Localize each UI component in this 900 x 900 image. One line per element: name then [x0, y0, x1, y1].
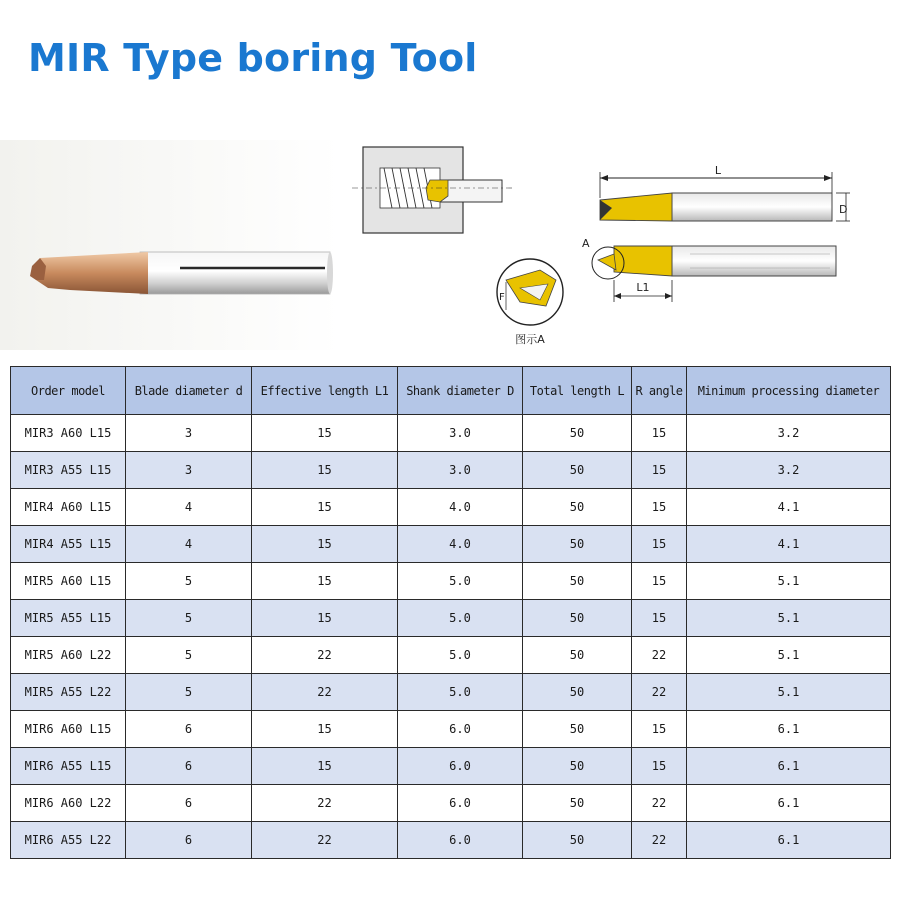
cell-blade-diameter: 4 — [126, 526, 252, 563]
cell-order-model: MIR3 A60 L15 — [11, 415, 126, 452]
cell-blade-diameter: 3 — [126, 415, 252, 452]
dim-label-F: F — [499, 292, 505, 303]
cell-blade-diameter: 6 — [126, 785, 252, 822]
tool-dimension-diagram — [497, 164, 850, 346]
cell-shank-diameter: 4.0 — [398, 489, 523, 526]
table-row — [11, 526, 891, 563]
cell-effective-length: 22 — [252, 637, 398, 674]
cell-effective-length: 15 — [252, 452, 398, 489]
table-row — [11, 748, 891, 785]
cell-shank-diameter: 5.0 — [398, 674, 523, 711]
cell-effective-length: 15 — [252, 748, 398, 785]
tool-photo — [0, 140, 340, 350]
cell-total-length: 50 — [523, 822, 632, 859]
cell-blade-diameter: 5 — [126, 637, 252, 674]
cell-r-angle: 15 — [632, 711, 687, 748]
cell-shank-diameter: 3.0 — [398, 452, 523, 489]
cell-order-model: MIR3 A55 L15 — [11, 452, 126, 489]
col-header-r-angle: R angle — [632, 367, 687, 415]
cell-shank-diameter: 4.0 — [398, 526, 523, 563]
cell-blade-diameter: 6 — [126, 822, 252, 859]
table-row — [11, 415, 891, 452]
cell-r-angle: 15 — [632, 415, 687, 452]
table-row — [11, 785, 891, 822]
table-body — [11, 415, 891, 859]
cell-order-model: MIR6 A60 L15 — [11, 711, 126, 748]
dim-label-L: L — [714, 164, 722, 177]
detail-caption: 图示A — [515, 333, 545, 346]
cell-shank-diameter: 6.0 — [398, 785, 523, 822]
cell-order-model: MIR5 A55 L15 — [11, 600, 126, 637]
cell-total-length: 50 — [523, 748, 632, 785]
col-header-effective-length: Effective length L1 — [252, 367, 398, 415]
cell-total-length: 50 — [523, 785, 632, 822]
cell-r-angle: 22 — [632, 637, 687, 674]
cell-effective-length: 15 — [252, 563, 398, 600]
cell-min-processing-diameter: 3.2 — [687, 452, 891, 489]
cell-r-angle: 15 — [632, 748, 687, 785]
cell-shank-diameter: 6.0 — [398, 748, 523, 785]
table-row — [11, 452, 891, 489]
cell-effective-length: 22 — [252, 785, 398, 822]
cell-min-processing-diameter: 6.1 — [687, 748, 891, 785]
cell-effective-length: 22 — [252, 674, 398, 711]
cell-r-angle: 15 — [632, 526, 687, 563]
cell-order-model: MIR5 A60 L15 — [11, 563, 126, 600]
cell-total-length: 50 — [523, 526, 632, 563]
cell-blade-diameter: 5 — [126, 600, 252, 637]
cell-effective-length: 15 — [252, 489, 398, 526]
cell-shank-diameter: 6.0 — [398, 822, 523, 859]
cell-shank-diameter: 5.0 — [398, 563, 523, 600]
cell-shank-diameter: 3.0 — [398, 415, 523, 452]
cell-order-model: MIR5 A55 L22 — [11, 674, 126, 711]
page-title: MIR Type boring Tool — [28, 36, 478, 80]
cell-shank-diameter: 5.0 — [398, 600, 523, 637]
table-row — [11, 674, 891, 711]
table-row — [11, 637, 891, 674]
cell-order-model: MIR5 A60 L22 — [11, 637, 126, 674]
cell-r-angle: 15 — [632, 452, 687, 489]
table-row — [11, 489, 891, 526]
detail-label-A: A — [582, 237, 590, 250]
cell-blade-diameter: 4 — [126, 489, 252, 526]
cell-blade-diameter: 3 — [126, 452, 252, 489]
cell-total-length: 50 — [523, 674, 632, 711]
cell-r-angle: 15 — [632, 600, 687, 637]
dim-label-L1: L1 — [636, 281, 650, 294]
cell-blade-diameter: 5 — [126, 563, 252, 600]
cell-min-processing-diameter: 5.1 — [687, 563, 891, 600]
cell-order-model: MIR6 A55 L15 — [11, 748, 126, 785]
cell-order-model: MIR4 A60 L15 — [11, 489, 126, 526]
col-header-order-model: Order model — [11, 367, 126, 415]
cell-effective-length: 15 — [252, 415, 398, 452]
cell-r-angle: 22 — [632, 674, 687, 711]
table-row — [11, 711, 891, 748]
cell-shank-diameter: 6.0 — [398, 711, 523, 748]
cell-min-processing-diameter: 5.1 — [687, 600, 891, 637]
table-header-row — [11, 367, 891, 415]
cell-min-processing-diameter: 6.1 — [687, 785, 891, 822]
cell-blade-diameter: 6 — [126, 711, 252, 748]
cell-min-processing-diameter: 5.1 — [687, 637, 891, 674]
cell-order-model: MIR6 A60 L22 — [11, 785, 126, 822]
cell-total-length: 50 — [523, 489, 632, 526]
cell-blade-diameter: 6 — [126, 748, 252, 785]
cell-min-processing-diameter: 4.1 — [687, 526, 891, 563]
cell-min-processing-diameter: 5.1 — [687, 674, 891, 711]
cell-r-angle: 22 — [632, 822, 687, 859]
col-header-min-processing-diameter: Minimum processing diameter — [687, 367, 891, 415]
cross-section-diagram — [352, 147, 512, 233]
table-row — [11, 563, 891, 600]
cell-total-length: 50 — [523, 563, 632, 600]
col-header-total-length: Total length L — [523, 367, 632, 415]
cell-r-angle: 15 — [632, 563, 687, 600]
cell-effective-length: 15 — [252, 526, 398, 563]
cell-min-processing-diameter: 4.1 — [687, 489, 891, 526]
cell-total-length: 50 — [523, 452, 632, 489]
cell-effective-length: 15 — [252, 711, 398, 748]
cell-order-model: MIR6 A55 L22 — [11, 822, 126, 859]
cell-total-length: 50 — [523, 711, 632, 748]
tool-illustrations — [0, 130, 900, 360]
cell-order-model: MIR4 A55 L15 — [11, 526, 126, 563]
cell-effective-length: 15 — [252, 600, 398, 637]
table-row — [11, 822, 891, 859]
cell-r-angle: 15 — [632, 489, 687, 526]
cell-r-angle: 22 — [632, 785, 687, 822]
dim-label-D: D — [839, 203, 848, 216]
cell-min-processing-diameter: 6.1 — [687, 711, 891, 748]
cell-effective-length: 22 — [252, 822, 398, 859]
cell-min-processing-diameter: 3.2 — [687, 415, 891, 452]
cell-total-length: 50 — [523, 600, 632, 637]
col-header-blade-diameter: Blade diameter d — [126, 367, 252, 415]
cell-shank-diameter: 5.0 — [398, 637, 523, 674]
cell-blade-diameter: 5 — [126, 674, 252, 711]
col-header-shank-diameter: Shank diameter D — [398, 367, 523, 415]
spec-table — [10, 366, 891, 859]
cell-min-processing-diameter: 6.1 — [687, 822, 891, 859]
cell-total-length: 50 — [523, 637, 632, 674]
table-row — [11, 600, 891, 637]
cell-total-length: 50 — [523, 415, 632, 452]
